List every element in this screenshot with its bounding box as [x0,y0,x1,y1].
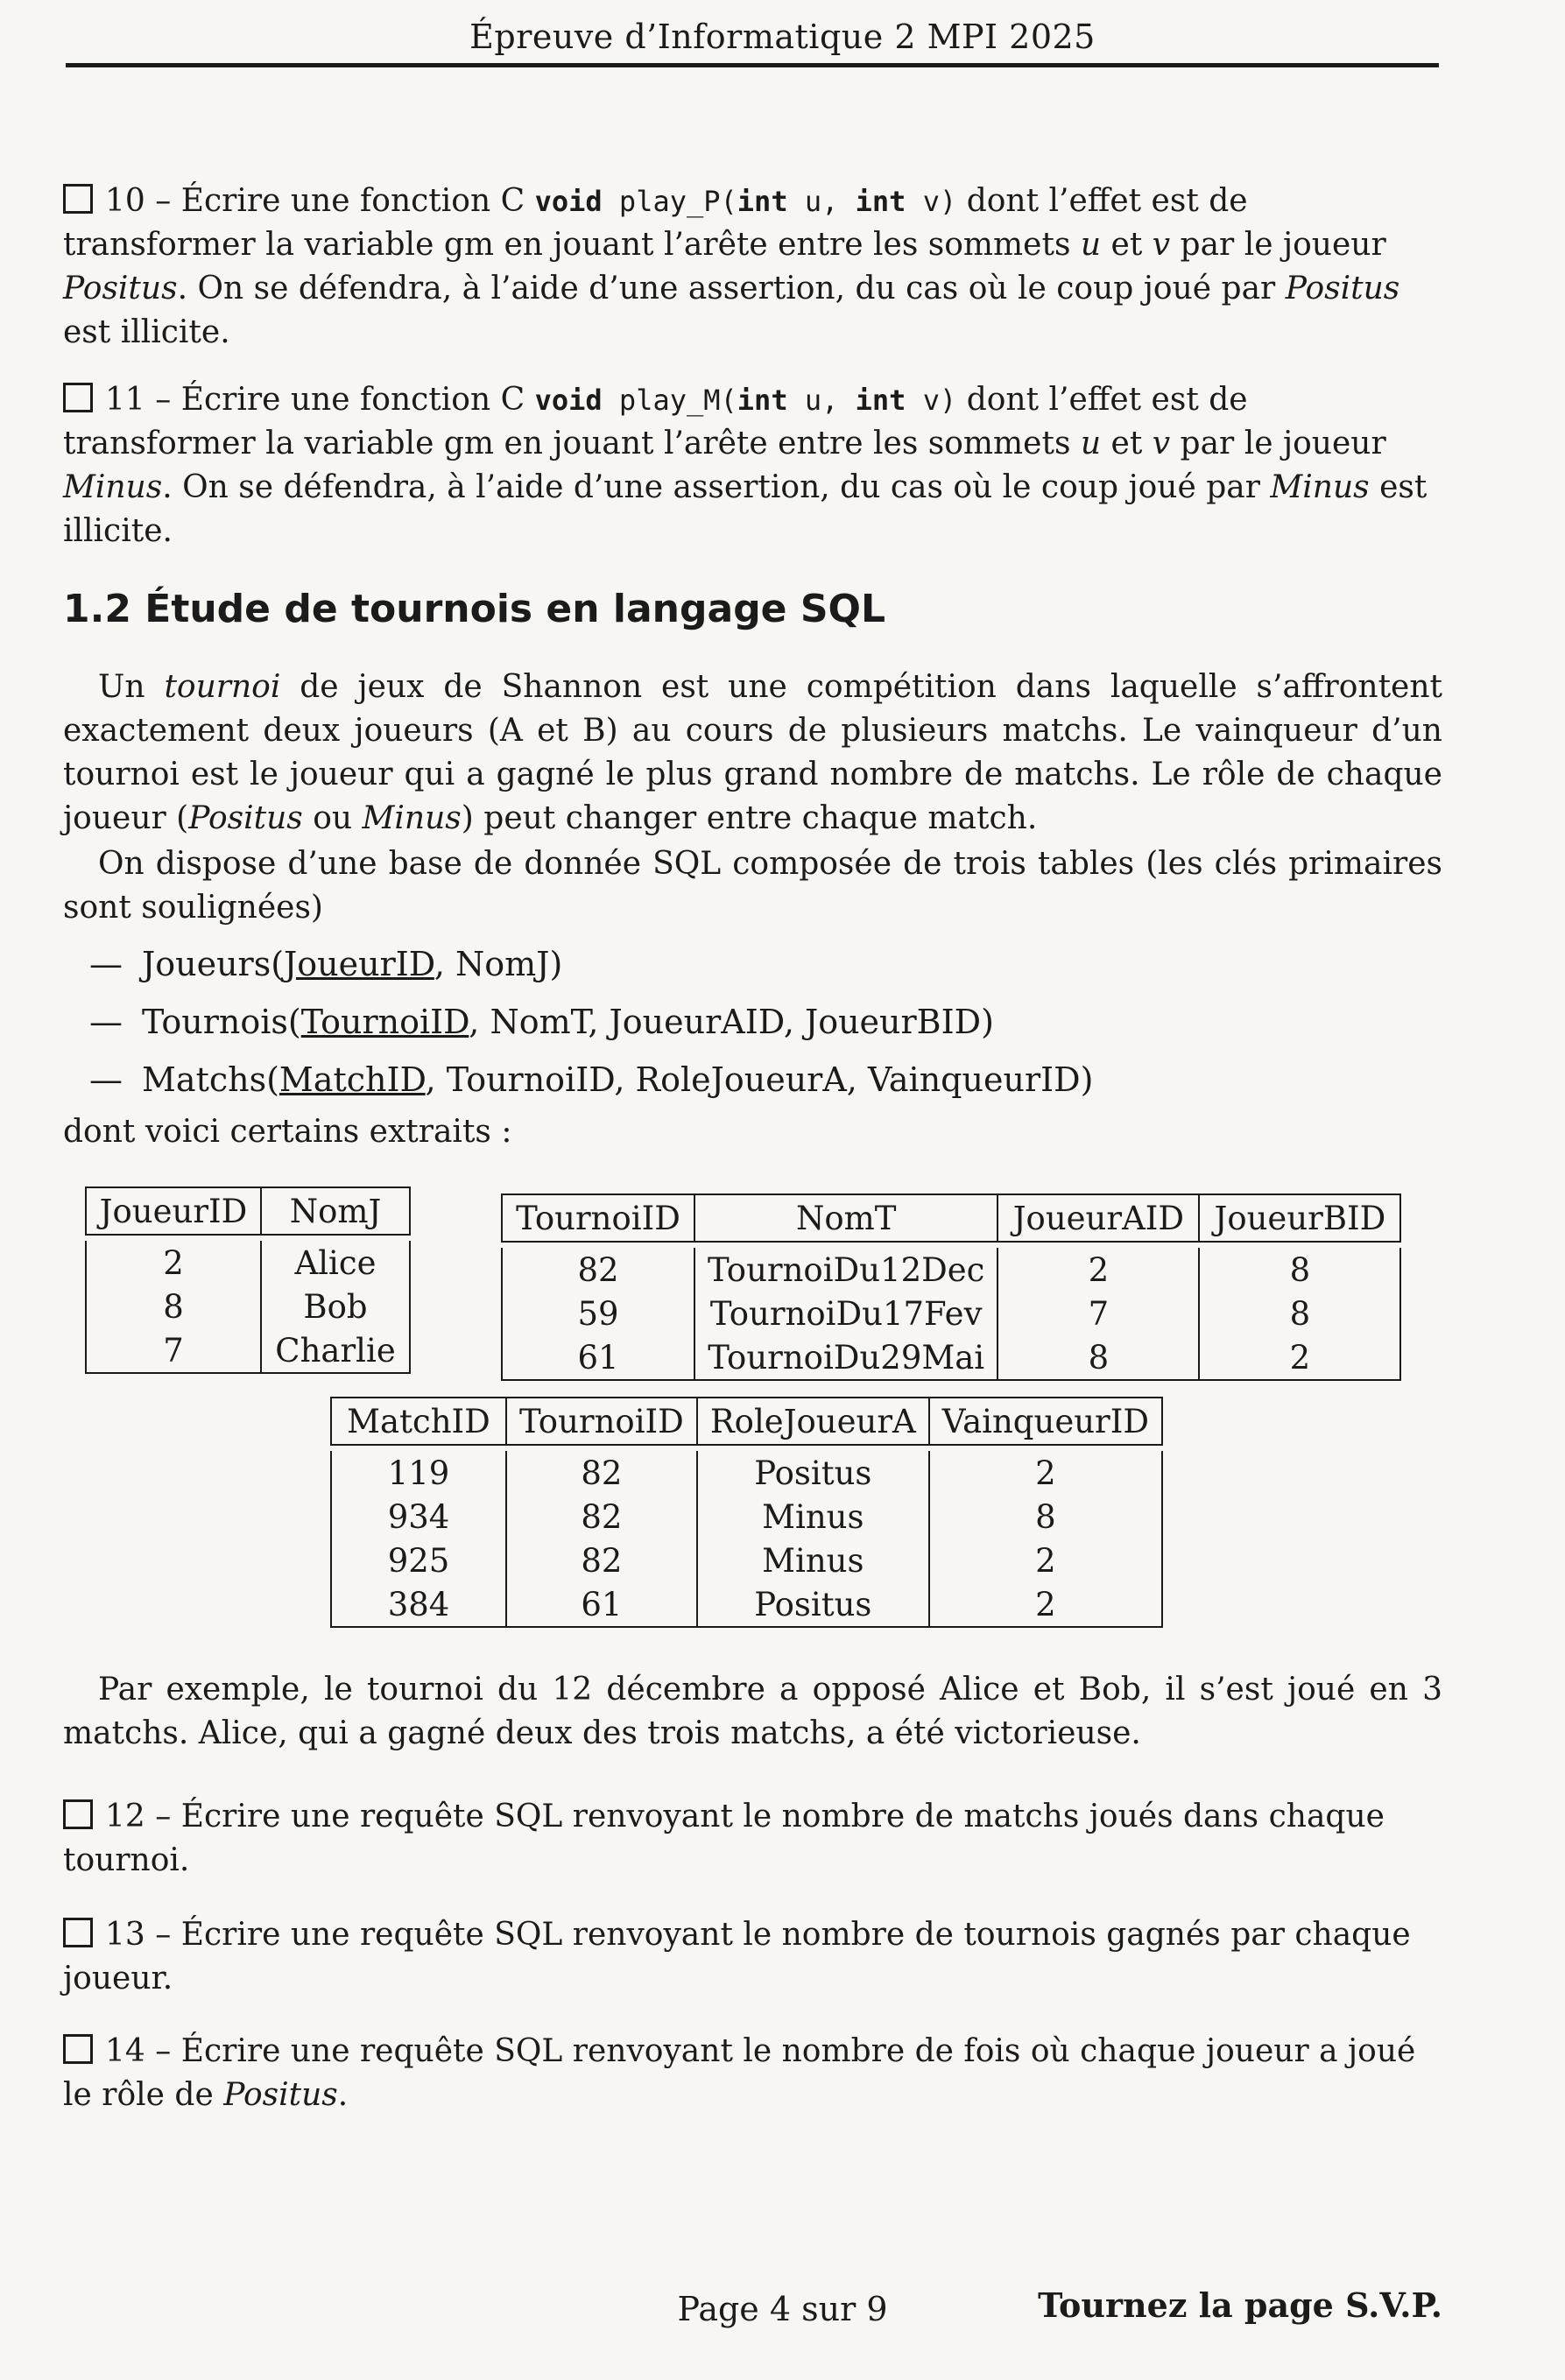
question-13: 13 – Écrire une requête SQL renvoyant le nombre de tournois gagnés par chaque joueur. [63,1917,1411,1996]
column-header: VainqueurID [928,1397,1163,1446]
database-paragraph: On dispose d’une base de donnée SQL composée de trois tables (les clés primaires sont soulignées) [63,846,1442,926]
column-header: MatchID [330,1397,505,1446]
code-signature: void play_M(int u, int v) [534,384,957,417]
code-signature: void play_P(int u, int v) [534,185,957,218]
table-row: 2 Alice [85,1241,411,1285]
table-row: 82 TournoiDu12Dec 2 8 [501,1248,1401,1292]
joueurs-table [85,1186,411,1374]
schema-joueurs: — Joueurs(JoueurID, NomJ) [89,945,563,983]
table-row: 61 TournoiDu29Mai 8 2 [501,1335,1401,1381]
table-row: 384 61 Positus 2 [330,1582,1163,1628]
matchs-table [330,1397,1163,1628]
checkbox-icon[interactable] [63,383,93,412]
question-number: 10 [105,183,145,219]
intro-paragraph: Un tournoi de jeux de Shannon est une compétition dans laquelle s’affrontent exactement deux joueurs (A et B) au cours de plusieurs matchs. Le vainqueur d’un tournoi est le joueur qui a gagné le plus grand nombre de matchs. Le rôle de chaque joueur (Positus ou Minus) peut changer entre chaque match. [63,669,1443,836]
extracts-caption: dont voici certains extraits : [63,1114,512,1150]
table-row: 925 82 Minus 2 [330,1539,1163,1582]
column-header: TournoiID [505,1397,696,1446]
checkbox-icon[interactable] [63,1918,93,1947]
column-header: NomJ [260,1186,411,1236]
page-number: Page 4 sur 9 [677,2290,888,2328]
question-number: 11 [105,382,145,418]
example-paragraph: Par exemple, le tournoi du 12 décembre a opposé Alice et Bob, il s’est joué en 3 matchs. Alice, qui a gagné deux des trois matchs, a été victorieuse. [63,1672,1442,1751]
header-rule [66,63,1439,67]
schema-list-wrapper [63,935,1442,1109]
column-header: NomT [694,1194,997,1243]
question-14: 14 – Écrire une requête SQL renvoyant le nombre de fois où chaque joueur a joué le rôle de Positus. [63,2033,1416,2113]
table-row: 7 Charlie [85,1328,411,1374]
checkbox-icon[interactable] [63,2034,93,2064]
checkbox-icon[interactable] [63,1799,93,1829]
column-header: TournoiID [501,1194,694,1243]
turn-page-note: Tournez la page S.V.P. [1038,2285,1442,2325]
schema-list [63,935,1442,1109]
page-header-title: Épreuve d’Informatique 2 MPI 2025 [469,18,1096,56]
table-row: 8 Bob [85,1285,411,1328]
checkbox-icon[interactable] [63,184,93,214]
schema-matchs: — Matchs(MatchID, TournoiID, RoleJoueurA, VainqueurID) [89,1060,1094,1099]
schema-tournois: — Tournois(TournoiID, NomT, JoueurAID, JoueurBID) [89,1003,994,1041]
column-header: RoleJoueurA [696,1397,928,1446]
column-header: JoueurBID [1198,1194,1401,1243]
table-row: 934 82 Minus 8 [330,1495,1163,1539]
question-10: 10 – Écrire une fonction C void play_P(int u, int v) dont l’effet est de transformer la variable gm en jouant l’arête entre les sommets u et v par le joueur Positus. On se défendra, à l’aide d’une assertion, du cas où le coup joué par Positus est illicite. [63,183,1400,350]
section-heading: 1.2 Étude de tournois en langage SQL [63,587,885,631]
table-row: 119 82 Positus 2 [330,1451,1163,1495]
column-header: JoueurAID [997,1194,1198,1243]
column-header: JoueurID [85,1186,260,1236]
question-11: 11 – Écrire une fonction C void play_M(int u, int v) dont l’effet est de transformer la variable gm en jouant l’arête entre les sommets u et v par le joueur Minus. On se défendra, à l’aide d’une assertion, du cas où le coup joué par Minus est illicite. [63,382,1428,549]
table-row: 59 TournoiDu17Fev 7 8 [501,1292,1401,1335]
question-12: 12 – Écrire une requête SQL renvoyant le nombre de matchs joués dans chaque tournoi. [63,1799,1385,1878]
tournois-table [501,1194,1401,1381]
